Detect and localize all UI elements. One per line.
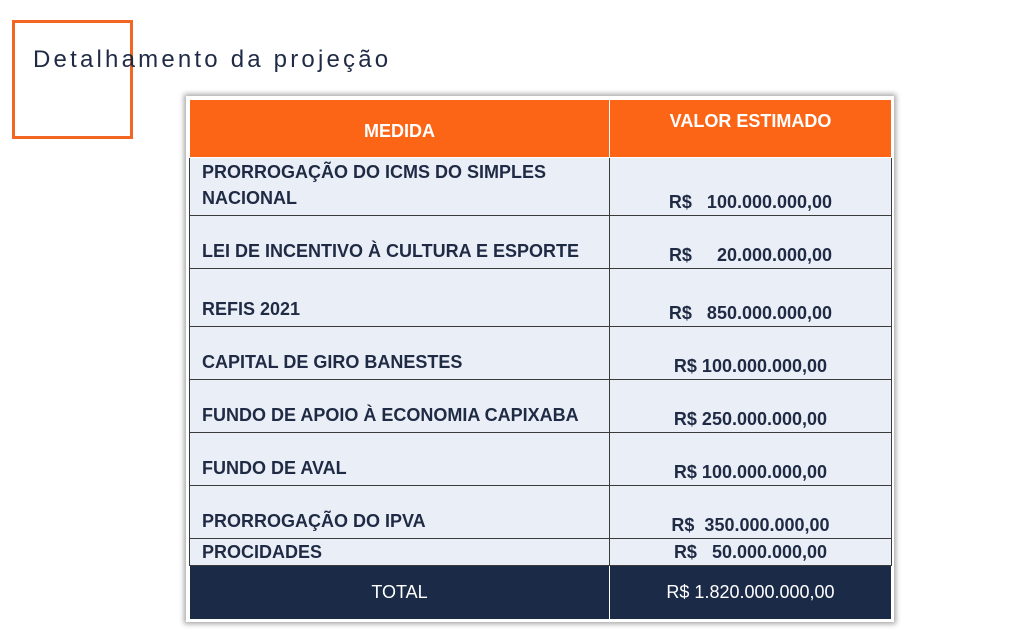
row-medida: CAPITAL DE GIRO BANESTES <box>190 327 610 380</box>
row-valor: R$ 850.000.000,00 <box>610 269 892 327</box>
accent-frame <box>12 20 133 139</box>
row-valor: R$ 250.000.000,00 <box>610 380 892 433</box>
header-valor-estimado: VALOR ESTIMADO <box>610 100 892 158</box>
projection-table <box>189 99 892 620</box>
row-medida: PROCIDADES <box>190 539 610 566</box>
total-row <box>190 566 892 620</box>
row-medida: PRORROGAÇÃO DO ICMS DO SIMPLES NACIONAL <box>190 158 610 216</box>
table-row <box>190 486 892 539</box>
table-row <box>190 216 892 269</box>
row-valor: R$ 100.000.000,00 <box>610 433 892 486</box>
row-valor: R$ 100.000.000,00 <box>610 158 892 216</box>
total-label: TOTAL <box>190 566 610 620</box>
table-row <box>190 269 892 327</box>
table-row <box>190 158 892 216</box>
row-medida: REFIS 2021 <box>190 269 610 327</box>
row-medida: LEI DE INCENTIVO À CULTURA E ESPORTE <box>190 216 610 269</box>
table-row <box>190 433 892 486</box>
table-row <box>190 327 892 380</box>
projection-table-container <box>186 96 894 622</box>
table-row <box>190 380 892 433</box>
row-valor: R$ 50.000.000,00 <box>610 539 892 566</box>
page-title: Detalhamento da projeção <box>33 46 392 73</box>
header-medida: MEDIDA <box>190 100 610 158</box>
table-row <box>190 539 892 566</box>
row-medida: FUNDO DE APOIO À ECONOMIA CAPIXABA <box>190 380 610 433</box>
row-medida: FUNDO DE AVAL <box>190 433 610 486</box>
total-value: R$ 1.820.000.000,00 <box>610 566 892 620</box>
row-valor: R$ 100.000.000,00 <box>610 327 892 380</box>
table-header-row <box>190 100 892 158</box>
row-medida: PRORROGAÇÃO DO IPVA <box>190 486 610 539</box>
row-valor: R$ 20.000.000,00 <box>610 216 892 269</box>
row-valor: R$ 350.000.000,00 <box>610 486 892 539</box>
